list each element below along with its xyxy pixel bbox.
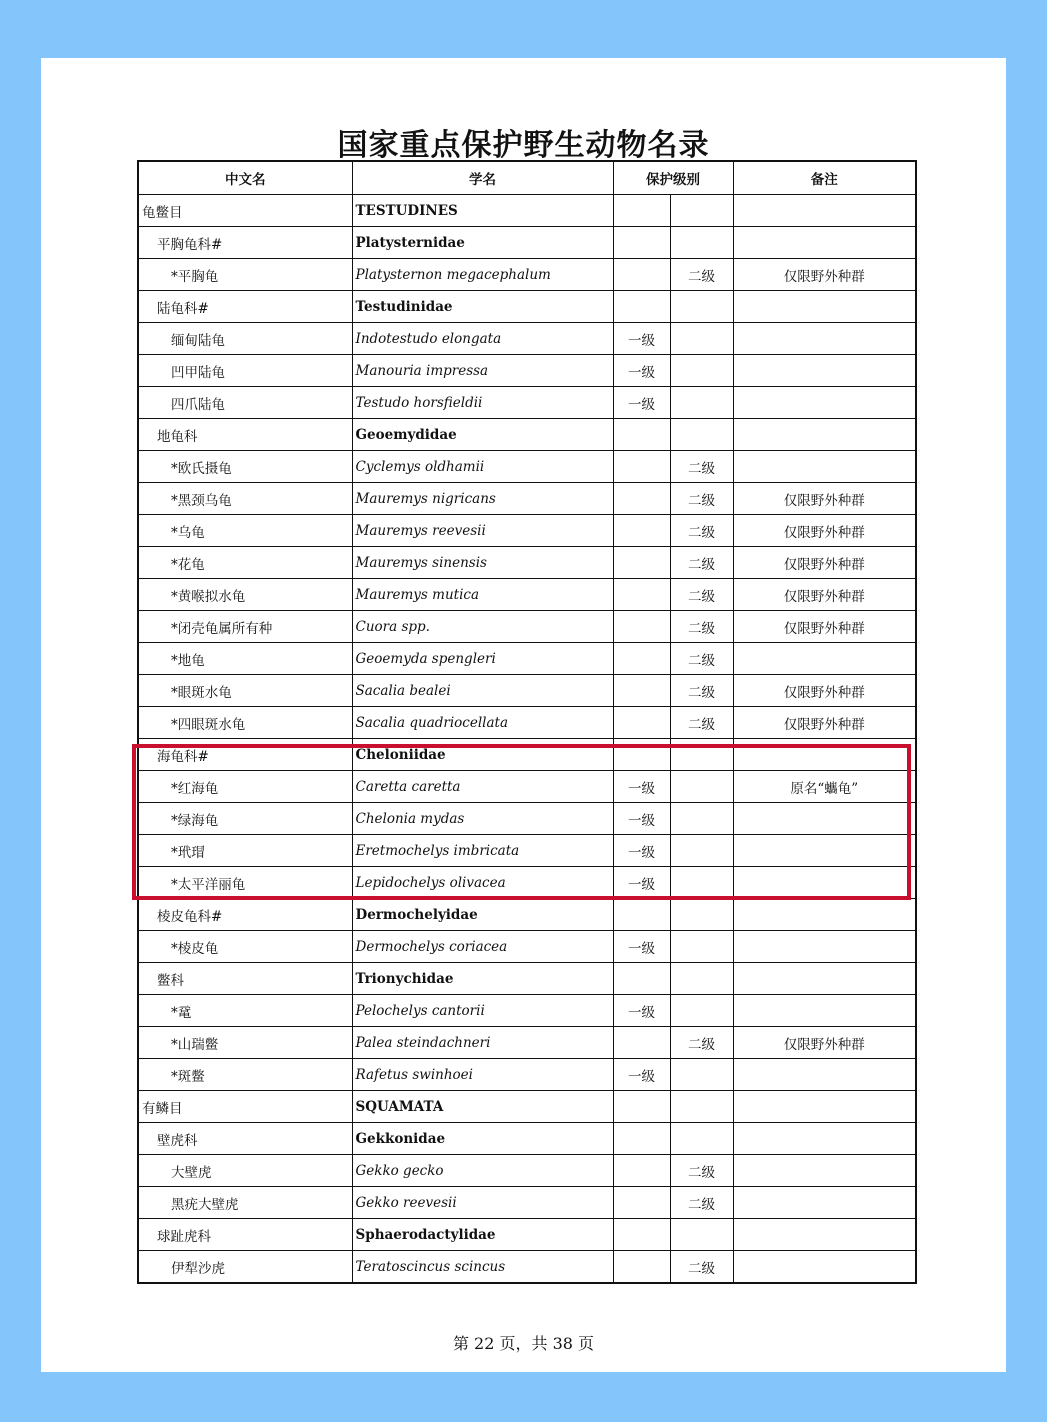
level-first-class-cell [613,483,670,515]
level-second-class-cell: 二级 [670,611,733,643]
level-first-class-cell [613,579,670,611]
level-first-class-cell [613,1251,670,1284]
level-second-class-cell [670,291,733,323]
chinese-name-cell: *眼斑水龟 [138,675,352,707]
level-first-class-cell [613,739,670,771]
notes-cell: 原名“蠵龟” [733,771,916,803]
level-second-class-cell [670,419,733,451]
notes-cell: 仅限野外种群 [733,611,916,643]
scientific-name-cell: Eretmochelys imbricata [352,835,613,867]
table-body [138,195,916,1284]
scientific-name-cell: Sacalia quadriocellata [352,707,613,739]
level-first-class-cell: 一级 [613,867,670,899]
chinese-name-cell: *乌龟 [138,515,352,547]
table-row [138,1091,916,1123]
scientific-name-cell: Geoemydidae [352,419,613,451]
table-row [138,1219,916,1251]
table-row [138,195,916,227]
chinese-name-cell: 海龟科# [138,739,352,771]
scientific-name-cell: Dermochelys coriacea [352,931,613,963]
level-second-class-cell [670,771,733,803]
chinese-name-cell: *闭壳龟属所有种 [138,611,352,643]
notes-cell: 仅限野外种群 [733,547,916,579]
level-first-class-cell: 一级 [613,1059,670,1091]
header-chinese-name: 中文名 [138,161,352,195]
chinese-name-cell: *太平洋丽龟 [138,867,352,899]
level-first-class-cell [613,515,670,547]
level-first-class-cell [613,259,670,291]
scientific-name-cell: Testudo horsfieldii [352,387,613,419]
level-second-class-cell: 二级 [670,643,733,675]
scientific-name-cell: Lepidochelys olivacea [352,867,613,899]
level-second-class-cell [670,867,733,899]
chinese-name-cell: *花龟 [138,547,352,579]
level-second-class-cell [670,355,733,387]
notes-cell [733,291,916,323]
level-second-class-cell: 二级 [670,515,733,547]
species-table [137,160,917,1284]
chinese-name-cell: 陆龟科# [138,291,352,323]
level-first-class-cell: 一级 [613,323,670,355]
table-row [138,451,916,483]
scientific-name-cell: TESTUDINES [352,195,613,227]
chinese-name-cell: 缅甸陆龟 [138,323,352,355]
table-row [138,227,916,259]
scientific-name-cell: Gekko gecko [352,1155,613,1187]
table-row [138,547,916,579]
level-second-class-cell: 二级 [670,579,733,611]
level-first-class-cell [613,675,670,707]
level-first-class-cell [613,291,670,323]
scientific-name-cell: Dermochelyidae [352,899,613,931]
species-table-container [137,160,917,1284]
level-first-class-cell [613,1091,670,1123]
scientific-name-cell: Sphaerodactylidae [352,1219,613,1251]
chinese-name-cell: *斑鳖 [138,1059,352,1091]
level-first-class-cell [613,1219,670,1251]
notes-cell [733,1251,916,1284]
notes-cell [733,323,916,355]
notes-cell [733,963,916,995]
scientific-name-cell: Manouria impressa [352,355,613,387]
notes-cell [733,387,916,419]
scientific-name-cell: Teratoscincus scincus [352,1251,613,1284]
notes-cell [733,227,916,259]
notes-cell [733,1155,916,1187]
table-row [138,1123,916,1155]
scientific-name-cell: Cyclemys oldhamii [352,451,613,483]
table-row [138,515,916,547]
chinese-name-cell: 地龟科 [138,419,352,451]
chinese-name-cell: 有鳞目 [138,1091,352,1123]
notes-cell [733,643,916,675]
table-row [138,419,916,451]
scientific-name-cell: Indotestudo elongata [352,323,613,355]
chinese-name-cell: 龟鳖目 [138,195,352,227]
level-second-class-cell [670,899,733,931]
level-second-class-cell: 二级 [670,1251,733,1284]
table-row [138,643,916,675]
scientific-name-cell: Sacalia bealei [352,675,613,707]
table-row [138,291,916,323]
notes-cell: 仅限野外种群 [733,483,916,515]
scientific-name-cell: Cheloniidae [352,739,613,771]
scientific-name-cell: Platysternidae [352,227,613,259]
chinese-name-cell: *四眼斑水龟 [138,707,352,739]
level-first-class-cell [613,227,670,259]
level-second-class-cell: 二级 [670,1187,733,1219]
level-second-class-cell [670,1091,733,1123]
table-header-row [138,161,916,195]
scientific-name-cell: Pelochelys cantorii [352,995,613,1027]
level-first-class-cell [613,1155,670,1187]
chinese-name-cell: 壁虎科 [138,1123,352,1155]
page-number: 第 22 页，共 38 页 [452,1334,595,1353]
table-row [138,1027,916,1059]
scientific-name-cell: Palea steindachneri [352,1027,613,1059]
chinese-name-cell: *山瑞鳖 [138,1027,352,1059]
header-scientific-name: 学名 [352,161,613,195]
level-second-class-cell [670,963,733,995]
scientific-name-cell: Testudinidae [352,291,613,323]
scientific-name-cell: Geoemyda spengleri [352,643,613,675]
level-first-class-cell: 一级 [613,835,670,867]
notes-cell [733,1059,916,1091]
level-second-class-cell [670,803,733,835]
level-second-class-cell: 二级 [670,483,733,515]
table-row [138,899,916,931]
level-first-class-cell: 一级 [613,771,670,803]
chinese-name-cell: 黑疣大壁虎 [138,1187,352,1219]
chinese-name-cell: *黑颈乌龟 [138,483,352,515]
level-first-class-cell: 一级 [613,355,670,387]
level-first-class-cell [613,419,670,451]
notes-cell [733,1219,916,1251]
level-second-class-cell: 二级 [670,1155,733,1187]
notes-cell: 仅限野外种群 [733,707,916,739]
table-row [138,739,916,771]
level-first-class-cell [613,547,670,579]
level-second-class-cell [670,739,733,771]
scientific-name-cell: Mauremys mutica [352,579,613,611]
level-first-class-cell [613,1123,670,1155]
level-second-class-cell: 二级 [670,547,733,579]
scientific-name-cell: Mauremys nigricans [352,483,613,515]
level-second-class-cell [670,995,733,1027]
notes-cell [733,1187,916,1219]
table-row [138,995,916,1027]
table-row [138,579,916,611]
chinese-name-cell: 鳖科 [138,963,352,995]
table-row [138,931,916,963]
chinese-name-cell: *鼋 [138,995,352,1027]
level-first-class-cell [613,195,670,227]
header-notes: 备注 [733,161,916,195]
level-first-class-cell [613,1027,670,1059]
header-protection-level: 保护级别 [613,161,733,195]
level-second-class-cell [670,227,733,259]
chinese-name-cell: 球趾虎科 [138,1219,352,1251]
document-title: 国家重点保护野生动物名录 [337,128,710,163]
notes-cell [733,995,916,1027]
chinese-name-cell: *红海龟 [138,771,352,803]
level-second-class-cell [670,387,733,419]
level-second-class-cell [670,835,733,867]
level-second-class-cell [670,1123,733,1155]
scientific-name-cell: Platysternon megacephalum [352,259,613,291]
notes-cell: 仅限野外种群 [733,1027,916,1059]
scientific-name-cell: Caretta caretta [352,771,613,803]
scientific-name-cell: Chelonia mydas [352,803,613,835]
scientific-name-cell: Trionychidae [352,963,613,995]
level-first-class-cell [613,643,670,675]
document-page [41,58,1006,1372]
scientific-name-cell: Mauremys sinensis [352,547,613,579]
level-second-class-cell [670,1219,733,1251]
chinese-name-cell: *欧氏摄龟 [138,451,352,483]
table-row [138,707,916,739]
level-second-class-cell: 二级 [670,707,733,739]
level-first-class-cell: 一级 [613,931,670,963]
notes-cell [733,419,916,451]
table-row [138,1059,916,1091]
level-first-class-cell [613,1187,670,1219]
notes-cell [733,835,916,867]
notes-cell [733,195,916,227]
chinese-name-cell: *绿海龟 [138,803,352,835]
table-row [138,835,916,867]
level-second-class-cell [670,1059,733,1091]
table-row [138,803,916,835]
chinese-name-cell: 四爪陆龟 [138,387,352,419]
table-row [138,387,916,419]
table-row [138,867,916,899]
notes-cell [733,355,916,387]
level-second-class-cell: 二级 [670,1027,733,1059]
notes-cell [733,867,916,899]
scientific-name-cell: Rafetus swinhoei [352,1059,613,1091]
chinese-name-cell: *玳瑁 [138,835,352,867]
table-row [138,675,916,707]
scientific-name-cell: Gekkonidae [352,1123,613,1155]
chinese-name-cell: 凹甲陆龟 [138,355,352,387]
table-row [138,355,916,387]
level-first-class-cell: 一级 [613,995,670,1027]
table-row [138,483,916,515]
level-first-class-cell: 一级 [613,803,670,835]
level-second-class-cell: 二级 [670,451,733,483]
table-row [138,611,916,643]
level-second-class-cell: 二级 [670,259,733,291]
level-second-class-cell: 二级 [670,675,733,707]
chinese-name-cell: 平胸龟科# [138,227,352,259]
scientific-name-cell: Mauremys reevesii [352,515,613,547]
notes-cell [733,899,916,931]
notes-cell [733,803,916,835]
level-first-class-cell [613,611,670,643]
level-second-class-cell [670,195,733,227]
notes-cell [733,1123,916,1155]
chinese-name-cell: *棱皮龟 [138,931,352,963]
level-second-class-cell [670,931,733,963]
scientific-name-cell: Gekko reevesii [352,1187,613,1219]
table-row [138,1155,916,1187]
scientific-name-cell: SQUAMATA [352,1091,613,1123]
level-second-class-cell [670,323,733,355]
scientific-name-cell: Cuora spp. [352,611,613,643]
notes-cell [733,451,916,483]
table-row [138,323,916,355]
table-row [138,963,916,995]
notes-cell [733,739,916,771]
chinese-name-cell: *平胸龟 [138,259,352,291]
notes-cell: 仅限野外种群 [733,579,916,611]
chinese-name-cell: 大壁虎 [138,1155,352,1187]
level-first-class-cell [613,963,670,995]
chinese-name-cell: *地龟 [138,643,352,675]
table-row [138,1187,916,1219]
chinese-name-cell: 伊犁沙虎 [138,1251,352,1284]
level-first-class-cell [613,451,670,483]
notes-cell [733,1091,916,1123]
table-row [138,771,916,803]
notes-cell: 仅限野外种群 [733,259,916,291]
notes-cell: 仅限野外种群 [733,675,916,707]
notes-cell [733,931,916,963]
notes-cell: 仅限野外种群 [733,515,916,547]
level-first-class-cell: 一级 [613,387,670,419]
table-row [138,259,916,291]
chinese-name-cell: 棱皮龟科# [138,899,352,931]
level-first-class-cell [613,899,670,931]
chinese-name-cell: *黄喉拟水龟 [138,579,352,611]
level-first-class-cell [613,707,670,739]
table-row [138,1251,916,1284]
